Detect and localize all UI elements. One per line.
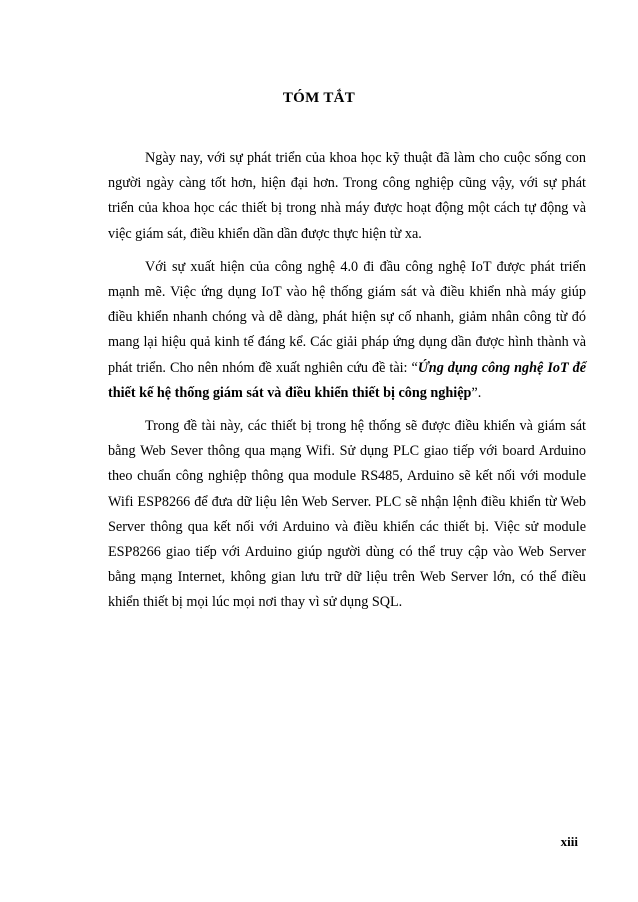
paragraph-2-closing: ”. <box>471 384 482 401</box>
paragraph-1: Ngày nay, với sự phát triển của khoa học kỹ thuật đã làm cho cuộc sống con người ngày càng tốt hơn, hiện đại hơn. Trong công nghiệp cũng vậy, với sự phát triển của khoa học các thiết bị trong nhà máy được hoạt động một cách tự động và việc giám sát, điều khiển dần dần được thực hiện từ xa. <box>108 150 586 242</box>
thesis-topic-italic-part: Ứng dụng công nghệ IoT để <box>417 359 587 376</box>
abstract-body <box>108 146 586 624</box>
page-title: TÓM TẮT <box>282 90 356 106</box>
thesis-topic-bold-part: thiết kế hệ thống giám sát và điều khiển thiết bị công nghiệp <box>108 384 472 401</box>
page-number: xiii <box>560 834 578 849</box>
paragraph-2 <box>108 255 586 406</box>
paragraph-2-text: Với sự xuất hiện của công nghệ 4.0 đi đầu công nghệ IoT được phát triển mạnh mẽ. Việc ứng dụng IoT vào hệ thống giám sát và điều khiển nhà máy giúp điều khiển nhanh chóng và dễ dàng, phát hiện sự cố nhanh, giảm nhân công từ đó mang lại hiệu quả kinh tế đáng kể. Các giải pháp ứng dụng dần được hình thành và phát triển. Cho nên nhóm đề xuất nghiên cứu đề tài: “ <box>108 258 586 376</box>
paragraph-3: Trong đề tài này, các thiết bị trong hệ thống sẽ được điều khiển và giám sát bằng Web Sever thông qua mạng Wifi. Sử dụng PLC giao tiếp với board Arduino theo chuẩn công nghiệp thông qua module RS485, Arduino sẽ kết nối với module Wifi ESP8266 để đưa dữ liệu lên Web Server. PLC sẽ nhận lệnh điều khiển từ Web Server thông qua kết nối với Arduino và điều khiển các thiết bị. Việc sử module ESP8266 giao tiếp với Arduino giúp người dùng có thể truy cập vào Web Server bằng mạng Internet, không gian lưu trữ dữ liệu trên Web Server lớn, có thể điều khiển thiết bị mọi lúc mọi nơi thay vì sử dụng SQL. <box>108 418 586 611</box>
